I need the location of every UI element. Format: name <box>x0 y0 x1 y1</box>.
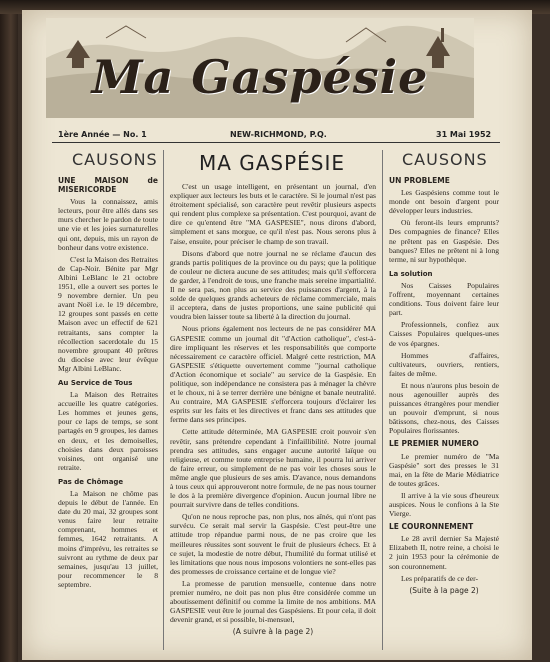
continued-note: (A suivre à la page 2) <box>232 627 314 637</box>
paragraph: Le 28 avril dernier Sa Majesté Elizabeth II, notre reine, a choisi le 2 juin 1953 pour la cérémonie de son couronnement. <box>389 534 499 571</box>
publication-date: 31 Mai 1952 <box>436 130 492 139</box>
column-divider-left <box>163 150 164 650</box>
section-title: LE PREMIER NUMERO <box>389 439 479 449</box>
paragraph: C'est un usage intelligent, en présentant un journal, d'en expliquer aux lecteurs les buts et le caractère. Si le journal n'est pas étroitement spécialisé, son caractère peut revêtir plusieurs aspects qui rendent plus complexe sa présentation. C'est pourquoi, avant de dire ce qu'entend être "MA GASPESIE", nous dirons d'abord, simplement et sans morgue, ce qu'il n'est pas. Nous serons plus à l'aise, ensuite, pour préciser le champ de son travail. <box>170 182 376 246</box>
section-title: Pas de Chômage <box>58 477 124 486</box>
section-title: UN PROBLEME <box>389 176 450 185</box>
continued-note: (Suite à la page 2) <box>409 585 479 595</box>
paragraph: Nos Caisses Populaires l'offrent, moyennant certaines conditions. Tous doivent faire leur part. <box>389 280 499 318</box>
paragraph: La promesse de parution mensuelle, contenue dans notre premier numéro, ne doit pas non plus être considérée comme un aboutissement définitif ou comme la limite de nos ambitions. MA GASPESIE veut être le journal des Gaspésiens. Et pour cela, il doit devenir grand, et si possible, bi-mensuel, <box>170 578 376 625</box>
section-title: La solution <box>389 269 433 278</box>
paragraph: Cette attitude déterminée, MA GASPESIE croit pouvoir s'en revêtir, sans prétendre cependant à l'infaillibilité. Notre journal prendra ses attitudes, sans engager aucune autorité laïque ou religieuse, et comme toute entreprise humaine, il pourra lui arriver de faire erreur, ou simplement de ne pas voir les choses sous le même angle que plusieurs de ses amis. D'avance, nous demandons à tous ceux qui approuveront notre formule, de ne pas nous tourner le dos à la première divergence d'opinion. Aucun journal libre ne pourrait survivre dans de telles conditions. <box>170 427 376 510</box>
paragraph: La Maison des Retraites accueille les quatre catégories. Les hommes et jeunes gens, pour ce laps de temps, se sont partagés en 9 groupes, les dames en deux, et les demoiselles, choisies dans deux paroisses voisines, ont organisé une retraite. <box>58 390 158 472</box>
paragraph: Le premier numéro de "Ma Gaspésie" sort des presses le 31 mai, en la fête de Marie Médiatrice de toutes grâces. <box>389 451 499 488</box>
place-of-publication: NEW-RICHMOND, P.Q. <box>230 130 327 139</box>
paragraph: Professionnels, confiez aux Caisses Populaires quelques-unes de vos épargnes. <box>389 320 499 348</box>
section-title: UNE MAISON de MISERICORDE <box>58 176 158 195</box>
paragraph: Les Gaspésiens comme tout le monde ont besoin d'argent pour développer leurs industries. <box>389 188 499 216</box>
paragraph: Où feront-ils leurs emprunts? Des compagnies de finance? Elles ne prêtent pas en Gaspésie. Des banques? Elles ne prêtent ni à long terme, ni sur hypothèque. <box>389 218 499 264</box>
paragraph: Hommes d'affaires, cultivateurs, ouvriers, rentiers, faites de même. <box>389 350 499 378</box>
paragraph: Et nous n'aurons plus besoin de nous agenouiller auprès des puissances étrangères pour mendier un pouvoir d'emprunt, si nous bâtissons, chez-nous, des Caisses Populaires florissantes. <box>389 380 499 436</box>
main-article-title: MA GASPÉSIE <box>198 151 346 175</box>
issue-number: 1ère Année — No. 1 <box>58 130 147 139</box>
right-column-heading: CAUSONS <box>402 150 488 169</box>
header-rule <box>52 142 500 143</box>
paragraph: Nous prions également nos lecteurs de ne pas considérer MA GASPESIE comme un journal dit "d'Action catholique", c'est-à-dire impliquant les réserves et les responsabilités que comporte nécessairement ce caractère officiel. Malgré cette restriction, MA GASPESIE s'étiquette ouvertement comme "journal catholique d'Action économique et sociale" au service de la Gaspésie. En politique, son indépendance ne consistera pas à ménager la chèvre et le choux, ni à se terrer derrière une bénigne et banale neutralité. Au contraire, MA GASPESIE s'efforcera toujours d'éclairer les esprits sur les faits et les directives et franc dans ses attitudes que ferme dans ses principes. <box>170 324 376 425</box>
masthead-title: Ma Gaspésie <box>91 50 429 104</box>
left-column <box>58 172 158 592</box>
paragraph: Qu'on ne nous reproche pas, non plus, nos aînés, qui n'ont pas survécu. Ce serait mal servir la Gaspésie. C'est peut-être une attitude trop répandue parmi nous, de ne pas croire que les meilleures réussites sont souvent le fruit de plusieurs échecs. Et à ce sujet, la modestie de notre début, l'humilité du format utilisé et les limitations que nous nous imposons volontiers ne sont-elles pas des promesses de croissance certaine et de longue vie? <box>170 512 376 576</box>
paragraph: Vous la connaissez, amis lecteurs, pour être allés dans ses murs chercher le pardon de toute une vie et les joies surnaturelles qui ont, depuis, mis un rayon de bonheur dans votre existence. <box>58 197 158 252</box>
section-title: LE COURONNEMENT <box>389 522 474 532</box>
paragraph: Les préparatifs de ce der- <box>401 573 479 583</box>
center-column <box>170 182 376 637</box>
paragraph: C'est la Maison des Retraites de Cap-Noir. Bénite par Mgr Albini LeBlanc le 21 octobre 1951, elle a ouvert ses portes le 9 novembre dernier. Un peu avant Noël i.e. le 19 décembre, 12 groupes sont passés en cette Maison avec un effectif de 621 retraitants, sans compter la récollection sacerdotale du 15 novembre groupant 40 prêtres du diocèse avec leur évêque Mgr Albini LeBlanc. <box>58 254 158 373</box>
column-divider-right <box>382 150 383 650</box>
left-column-heading: CAUSONS <box>72 150 158 169</box>
paragraph: Disons d'abord que notre journal ne se réclame d'aucun des grands partis politiques de la province ou du pays; que la politique de couleur ne dictera aucune de ses attitudes; mais qu'il s'efforcera de garder, à l'endroit de tous, une franche mais sereine impartialité. Il ne sera pas, non plus au service des puissances d'argent, à la solde de quelques grands acheteurs de réclame commerciale, mais il acceptera, dans de justes proportions, une saine publicité qui voudra bien laisser toute sa liberté à la direction du journal. <box>170 248 376 322</box>
paragraph: La Maison ne chôme pas depuis le début de l'année. En date du 20 mai, 32 groupes sont venus faire leur retraite comprenant, hommes et femmes, 1642 retraitants. A moins d'imprévu, les retraites se suivront au rythme de deux par semaines, jusqu'au 13 juillet, pour recommencer le 8 septembre. <box>58 489 158 589</box>
right-column <box>389 172 499 595</box>
paragraph: Il arrive à la vie sous d'heureux auspices. Nous le confions à la Ste Vierge. <box>389 490 499 519</box>
section-title: Au Service de Tous <box>58 378 133 387</box>
book-binding <box>0 0 18 662</box>
